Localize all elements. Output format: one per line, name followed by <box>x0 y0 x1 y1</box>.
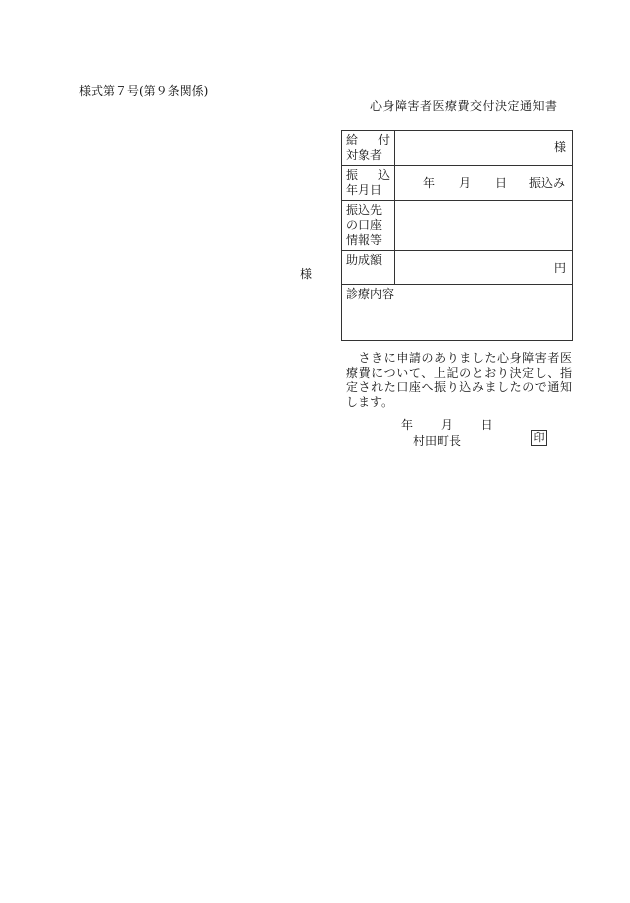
account-value[interactable] <box>395 201 573 251</box>
row-transfer-date <box>342 166 573 201</box>
row-recipient <box>342 131 573 166</box>
recipient-label: 給 付 対象者 <box>342 131 395 166</box>
issue-year: 年 <box>401 418 414 432</box>
form-number: 様式第７号(第９条関係) <box>79 84 209 98</box>
recipient-value[interactable] <box>395 131 573 166</box>
account-label: 振込先 の口座 情報等 <box>342 201 395 251</box>
signer-name: 村田町長 <box>413 434 462 448</box>
issue-date <box>401 416 493 433</box>
subsidy-value[interactable] <box>395 251 573 285</box>
notice-body: さきに申請のありました心身障害者医療費について、上記のとおり決定し、指定された口座へ振り込みましたので通知します。 <box>346 351 572 409</box>
row-treatment <box>342 285 573 341</box>
info-table <box>341 130 573 341</box>
document-title: 心身障害者医療費交付決定通知書 <box>370 99 558 113</box>
addressee-honorific: 様 <box>300 267 313 281</box>
row-account <box>342 201 573 251</box>
transfer-date-value[interactable] <box>395 166 573 201</box>
treatment-cell[interactable] <box>342 285 573 341</box>
issue-day: 日 <box>480 418 493 432</box>
transfer-suffix: 振込み <box>529 175 566 190</box>
notice-text <box>346 351 572 409</box>
transfer-date-label: 振 込 年月日 <box>342 166 395 201</box>
seal-mark: 印 <box>531 430 547 446</box>
issue-month: 月 <box>440 418 453 432</box>
recipient-suffix: 様 <box>553 140 566 154</box>
subsidy-unit: 円 <box>553 261 566 275</box>
transfer-year: 年 <box>423 175 436 190</box>
transfer-month: 月 <box>459 175 472 190</box>
row-subsidy <box>342 251 573 285</box>
transfer-day: 日 <box>495 175 508 190</box>
treatment-label: 診療内容 <box>346 287 395 301</box>
subsidy-label: 助成額 <box>342 251 395 285</box>
